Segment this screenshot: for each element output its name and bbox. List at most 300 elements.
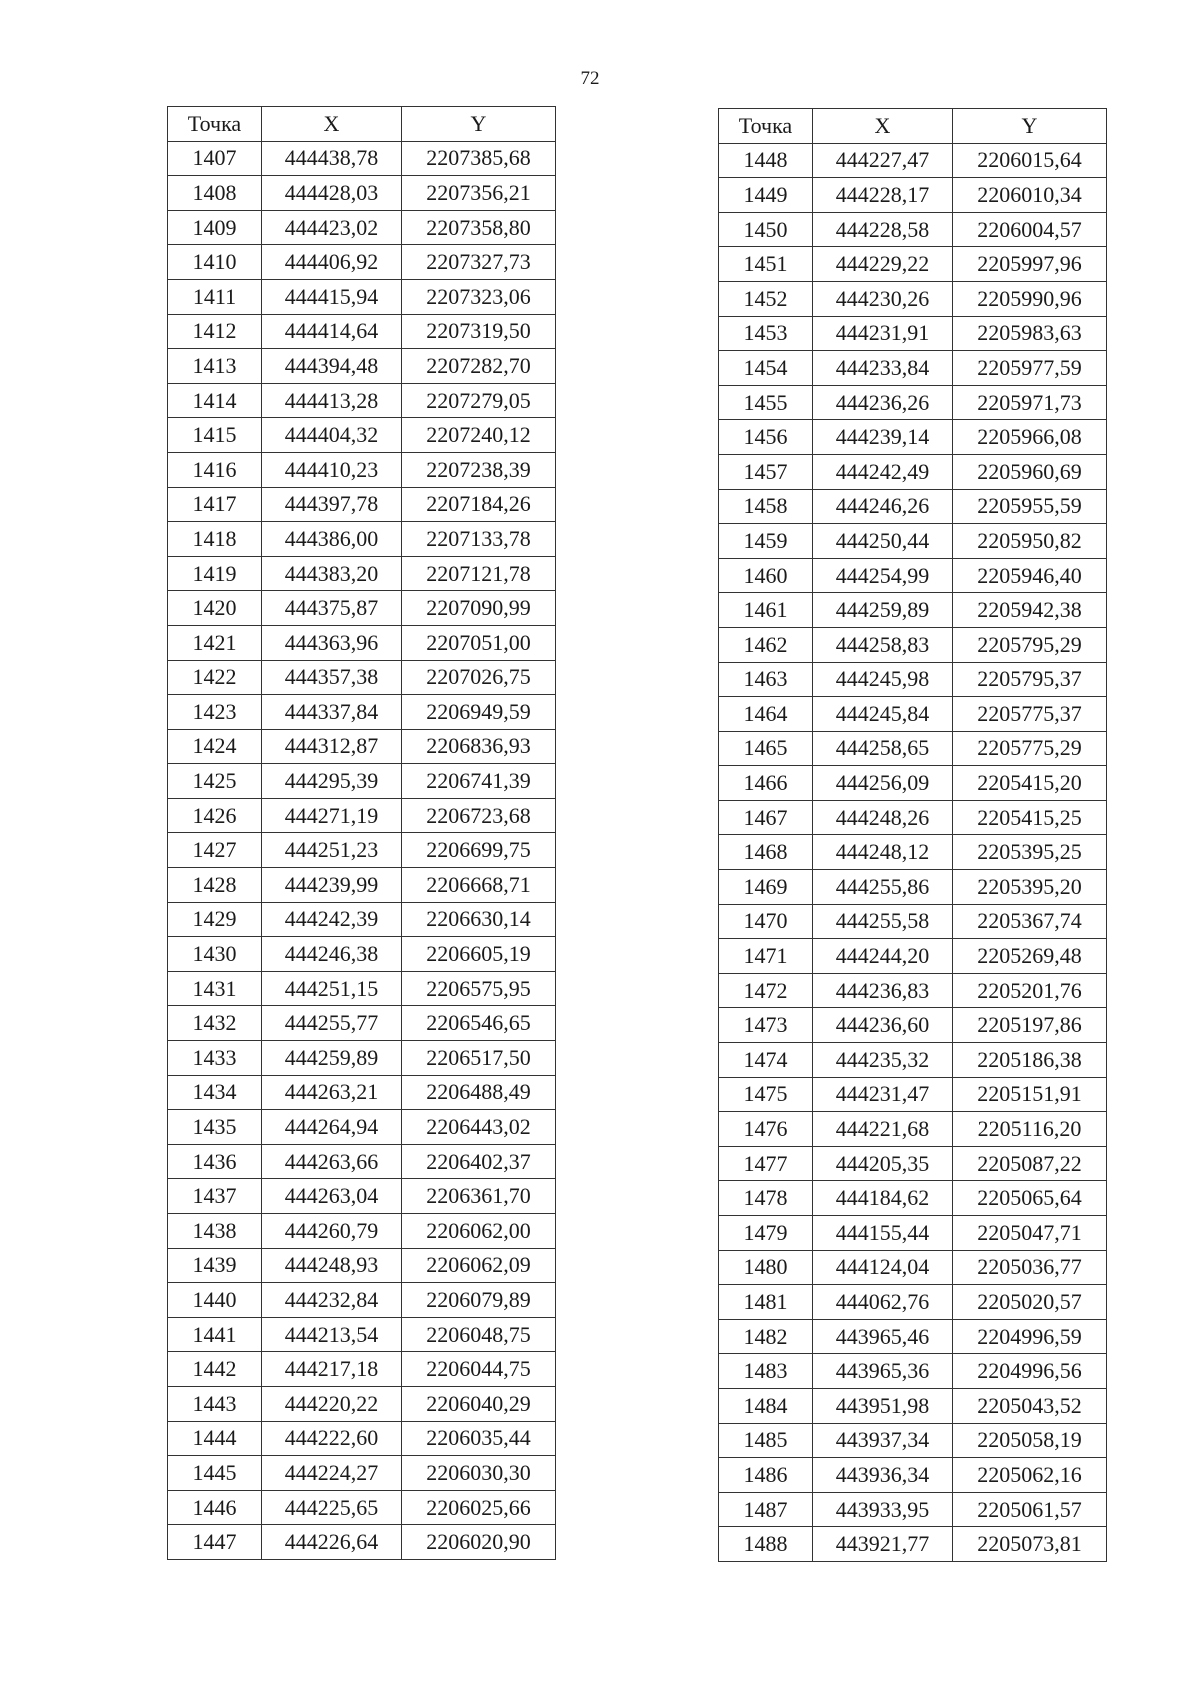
x-coordinate-cell: 444256,09 bbox=[813, 766, 953, 801]
table-row bbox=[168, 279, 556, 314]
x-coordinate-cell: 444423,02 bbox=[262, 210, 402, 245]
x-coordinate-cell: 444295,39 bbox=[262, 764, 402, 799]
y-coordinate-cell: 2205997,96 bbox=[953, 247, 1107, 282]
y-coordinate-cell: 2207356,21 bbox=[402, 176, 556, 211]
table-row bbox=[168, 210, 556, 245]
table-row bbox=[168, 729, 556, 764]
x-coordinate-cell: 444233,84 bbox=[813, 351, 953, 386]
y-coordinate-cell: 2205020,57 bbox=[953, 1285, 1107, 1320]
y-coordinate-cell: 2205058,19 bbox=[953, 1423, 1107, 1458]
point-number-cell: 1414 bbox=[168, 383, 262, 418]
table-row bbox=[719, 524, 1107, 559]
x-coordinate-cell: 444231,47 bbox=[813, 1077, 953, 1112]
y-coordinate-cell: 2205950,82 bbox=[953, 524, 1107, 559]
point-number-cell: 1409 bbox=[168, 210, 262, 245]
y-coordinate-cell: 2205966,08 bbox=[953, 420, 1107, 455]
point-number-cell: 1431 bbox=[168, 971, 262, 1006]
y-coordinate-cell: 2207279,05 bbox=[402, 383, 556, 418]
y-coordinate-cell: 2206488,49 bbox=[402, 1075, 556, 1110]
point-number-cell: 1447 bbox=[168, 1525, 262, 1560]
x-coordinate-cell: 444258,65 bbox=[813, 731, 953, 766]
point-number-cell: 1450 bbox=[719, 212, 813, 247]
x-coordinate-cell: 444263,04 bbox=[262, 1179, 402, 1214]
table-row bbox=[168, 1490, 556, 1525]
y-coordinate-cell: 2206668,71 bbox=[402, 868, 556, 903]
x-coordinate-cell: 444413,28 bbox=[262, 383, 402, 418]
y-coordinate-cell: 2206020,90 bbox=[402, 1525, 556, 1560]
y-coordinate-cell: 2205795,37 bbox=[953, 662, 1107, 697]
point-number-cell: 1453 bbox=[719, 316, 813, 351]
table-row bbox=[168, 1110, 556, 1145]
x-coordinate-cell: 443933,95 bbox=[813, 1492, 953, 1527]
x-coordinate-cell: 444242,49 bbox=[813, 454, 953, 489]
y-coordinate-cell: 2206741,39 bbox=[402, 764, 556, 799]
table-row bbox=[719, 627, 1107, 662]
table-row bbox=[719, 558, 1107, 593]
table-row bbox=[719, 1285, 1107, 1320]
point-number-cell: 1434 bbox=[168, 1075, 262, 1110]
point-number-cell: 1426 bbox=[168, 798, 262, 833]
point-number-cell: 1456 bbox=[719, 420, 813, 455]
table-row bbox=[168, 383, 556, 418]
point-number-cell: 1442 bbox=[168, 1352, 262, 1387]
coordinates-table-right bbox=[718, 108, 1107, 1562]
x-coordinate-cell: 443936,34 bbox=[813, 1458, 953, 1493]
table-row bbox=[719, 489, 1107, 524]
x-coordinate-cell: 444222,60 bbox=[262, 1421, 402, 1456]
x-coordinate-cell: 444438,78 bbox=[262, 141, 402, 176]
x-coordinate-cell: 444375,87 bbox=[262, 591, 402, 626]
table-row bbox=[719, 1388, 1107, 1423]
table-row bbox=[168, 1283, 556, 1318]
y-coordinate-cell: 2206025,66 bbox=[402, 1490, 556, 1525]
y-coordinate-cell: 2205415,25 bbox=[953, 800, 1107, 835]
point-number-cell: 1413 bbox=[168, 349, 262, 384]
table-row bbox=[719, 904, 1107, 939]
y-coordinate-cell: 2205269,48 bbox=[953, 939, 1107, 974]
y-coordinate-cell: 2205775,37 bbox=[953, 697, 1107, 732]
table-row bbox=[168, 1248, 556, 1283]
point-number-cell: 1486 bbox=[719, 1458, 813, 1493]
point-number-cell: 1445 bbox=[168, 1456, 262, 1491]
x-coordinate-cell: 444406,92 bbox=[262, 245, 402, 280]
table-row bbox=[719, 835, 1107, 870]
table-row bbox=[719, 939, 1107, 974]
table-row bbox=[719, 351, 1107, 386]
y-coordinate-cell: 2207282,70 bbox=[402, 349, 556, 384]
y-coordinate-cell: 2205983,63 bbox=[953, 316, 1107, 351]
x-coordinate-cell: 444225,65 bbox=[262, 1490, 402, 1525]
point-number-cell: 1457 bbox=[719, 454, 813, 489]
x-coordinate-cell: 444260,79 bbox=[262, 1214, 402, 1249]
table-row bbox=[168, 1317, 556, 1352]
x-coordinate-cell: 444246,26 bbox=[813, 489, 953, 524]
point-number-cell: 1429 bbox=[168, 902, 262, 937]
table-row bbox=[168, 1386, 556, 1421]
point-number-cell: 1407 bbox=[168, 141, 262, 176]
table-row bbox=[168, 418, 556, 453]
x-coordinate-cell: 444357,38 bbox=[262, 660, 402, 695]
y-coordinate-cell: 2205201,76 bbox=[953, 973, 1107, 1008]
x-coordinate-cell: 444242,39 bbox=[262, 902, 402, 937]
table-row bbox=[168, 1006, 556, 1041]
point-number-cell: 1476 bbox=[719, 1112, 813, 1147]
y-coordinate-cell: 2206723,68 bbox=[402, 798, 556, 833]
table-row bbox=[168, 660, 556, 695]
x-coordinate-cell: 444124,04 bbox=[813, 1250, 953, 1285]
table-row bbox=[168, 937, 556, 972]
y-coordinate-cell: 2205367,74 bbox=[953, 904, 1107, 939]
table-row bbox=[168, 1179, 556, 1214]
x-coordinate-cell: 444229,22 bbox=[813, 247, 953, 282]
table-row bbox=[719, 143, 1107, 178]
x-coordinate-cell: 444397,78 bbox=[262, 487, 402, 522]
point-number-cell: 1472 bbox=[719, 973, 813, 1008]
point-number-cell: 1485 bbox=[719, 1423, 813, 1458]
table-row bbox=[168, 349, 556, 384]
table-row bbox=[168, 1421, 556, 1456]
point-number-cell: 1439 bbox=[168, 1248, 262, 1283]
point-number-cell: 1417 bbox=[168, 487, 262, 522]
x-coordinate-cell: 444414,64 bbox=[262, 314, 402, 349]
table-row bbox=[719, 212, 1107, 247]
x-coordinate-cell: 444255,77 bbox=[262, 1006, 402, 1041]
x-coordinate-cell: 443921,77 bbox=[813, 1527, 953, 1562]
x-coordinate-cell: 443965,36 bbox=[813, 1354, 953, 1389]
x-coordinate-cell: 444337,84 bbox=[262, 695, 402, 730]
point-number-cell: 1488 bbox=[719, 1527, 813, 1562]
table-row bbox=[719, 766, 1107, 801]
table-row bbox=[168, 141, 556, 176]
x-coordinate-cell: 444231,91 bbox=[813, 316, 953, 351]
y-coordinate-cell: 2206004,57 bbox=[953, 212, 1107, 247]
x-coordinate-cell: 444363,96 bbox=[262, 625, 402, 660]
y-coordinate-cell: 2206048,75 bbox=[402, 1317, 556, 1352]
table-row bbox=[168, 522, 556, 557]
x-coordinate-cell: 444255,86 bbox=[813, 870, 953, 905]
y-coordinate-cell: 2207121,78 bbox=[402, 556, 556, 591]
table-header-row bbox=[168, 107, 556, 142]
point-number-cell: 1451 bbox=[719, 247, 813, 282]
table-row bbox=[168, 1075, 556, 1110]
x-coordinate-cell: 444248,93 bbox=[262, 1248, 402, 1283]
table-row bbox=[719, 454, 1107, 489]
y-coordinate-cell: 2205073,81 bbox=[953, 1527, 1107, 1562]
x-coordinate-cell: 444217,18 bbox=[262, 1352, 402, 1387]
table-row bbox=[168, 245, 556, 280]
y-coordinate-cell: 2206040,29 bbox=[402, 1386, 556, 1421]
point-number-cell: 1419 bbox=[168, 556, 262, 591]
x-coordinate-cell: 444251,23 bbox=[262, 833, 402, 868]
point-number-cell: 1481 bbox=[719, 1285, 813, 1320]
x-coordinate-cell: 444383,20 bbox=[262, 556, 402, 591]
x-coordinate-cell: 444258,83 bbox=[813, 627, 953, 662]
x-coordinate-cell: 444246,38 bbox=[262, 937, 402, 972]
table-row bbox=[168, 1214, 556, 1249]
x-coordinate-cell: 443951,98 bbox=[813, 1388, 953, 1423]
point-number-cell: 1443 bbox=[168, 1386, 262, 1421]
y-coordinate-cell: 2205395,25 bbox=[953, 835, 1107, 870]
table-row bbox=[168, 1352, 556, 1387]
x-coordinate-cell: 444410,23 bbox=[262, 452, 402, 487]
x-coordinate-cell: 443937,34 bbox=[813, 1423, 953, 1458]
x-coordinate-cell: 444236,26 bbox=[813, 385, 953, 420]
point-number-cell: 1424 bbox=[168, 729, 262, 764]
x-coordinate-cell: 444394,48 bbox=[262, 349, 402, 384]
point-number-cell: 1459 bbox=[719, 524, 813, 559]
x-coordinate-cell: 444271,19 bbox=[262, 798, 402, 833]
point-number-cell: 1437 bbox=[168, 1179, 262, 1214]
y-coordinate-cell: 2206010,34 bbox=[953, 178, 1107, 213]
point-number-cell: 1432 bbox=[168, 1006, 262, 1041]
y-coordinate-cell: 2205942,38 bbox=[953, 593, 1107, 628]
y-coordinate-cell: 2207319,50 bbox=[402, 314, 556, 349]
y-coordinate-cell: 2205047,71 bbox=[953, 1216, 1107, 1251]
table-row bbox=[168, 314, 556, 349]
x-coordinate-cell: 443965,46 bbox=[813, 1319, 953, 1354]
table-row bbox=[719, 1250, 1107, 1285]
y-coordinate-cell: 2205395,20 bbox=[953, 870, 1107, 905]
y-coordinate-cell: 2207327,73 bbox=[402, 245, 556, 280]
y-coordinate-cell: 2206015,64 bbox=[953, 143, 1107, 178]
y-coordinate-cell: 2205043,52 bbox=[953, 1388, 1107, 1423]
x-coordinate-cell: 444404,32 bbox=[262, 418, 402, 453]
table-row bbox=[719, 1216, 1107, 1251]
table-row bbox=[719, 1112, 1107, 1147]
y-coordinate-cell: 2205116,20 bbox=[953, 1112, 1107, 1147]
y-coordinate-cell: 2206062,00 bbox=[402, 1214, 556, 1249]
y-coordinate-cell: 2205061,57 bbox=[953, 1492, 1107, 1527]
table-row bbox=[168, 1144, 556, 1179]
table-row bbox=[719, 1181, 1107, 1216]
point-number-cell: 1464 bbox=[719, 697, 813, 732]
x-coordinate-cell: 444415,94 bbox=[262, 279, 402, 314]
point-number-cell: 1480 bbox=[719, 1250, 813, 1285]
point-number-cell: 1466 bbox=[719, 766, 813, 801]
table-row bbox=[168, 902, 556, 937]
point-number-cell: 1420 bbox=[168, 591, 262, 626]
y-coordinate-cell: 2205036,77 bbox=[953, 1250, 1107, 1285]
table-header-row bbox=[719, 109, 1107, 144]
y-coordinate-cell: 2205065,64 bbox=[953, 1181, 1107, 1216]
y-coordinate-cell: 2204996,59 bbox=[953, 1319, 1107, 1354]
point-number-cell: 1461 bbox=[719, 593, 813, 628]
column-header-x: X bbox=[813, 109, 953, 144]
point-number-cell: 1460 bbox=[719, 558, 813, 593]
x-coordinate-cell: 444245,98 bbox=[813, 662, 953, 697]
y-coordinate-cell: 2207133,78 bbox=[402, 522, 556, 557]
x-coordinate-cell: 444259,89 bbox=[262, 1041, 402, 1076]
x-coordinate-cell: 444264,94 bbox=[262, 1110, 402, 1145]
table-row bbox=[168, 176, 556, 211]
table-row bbox=[719, 247, 1107, 282]
x-coordinate-cell: 444254,99 bbox=[813, 558, 953, 593]
page-number: 72 bbox=[580, 68, 600, 89]
table-row bbox=[168, 764, 556, 799]
point-number-cell: 1478 bbox=[719, 1181, 813, 1216]
point-number-cell: 1449 bbox=[719, 178, 813, 213]
x-coordinate-cell: 444245,84 bbox=[813, 697, 953, 732]
point-number-cell: 1433 bbox=[168, 1041, 262, 1076]
x-coordinate-cell: 444236,83 bbox=[813, 973, 953, 1008]
x-coordinate-cell: 444226,64 bbox=[262, 1525, 402, 1560]
y-coordinate-cell: 2205186,38 bbox=[953, 1043, 1107, 1078]
y-coordinate-cell: 2206035,44 bbox=[402, 1421, 556, 1456]
table-row bbox=[719, 1043, 1107, 1078]
y-coordinate-cell: 2207090,99 bbox=[402, 591, 556, 626]
x-coordinate-cell: 444155,44 bbox=[813, 1216, 953, 1251]
x-coordinate-cell: 444239,99 bbox=[262, 868, 402, 903]
x-coordinate-cell: 444232,84 bbox=[262, 1283, 402, 1318]
point-number-cell: 1471 bbox=[719, 939, 813, 974]
x-coordinate-cell: 444221,68 bbox=[813, 1112, 953, 1147]
point-number-cell: 1425 bbox=[168, 764, 262, 799]
y-coordinate-cell: 2205946,40 bbox=[953, 558, 1107, 593]
y-coordinate-cell: 2206605,19 bbox=[402, 937, 556, 972]
x-coordinate-cell: 444236,60 bbox=[813, 1008, 953, 1043]
y-coordinate-cell: 2204996,56 bbox=[953, 1354, 1107, 1389]
y-coordinate-cell: 2205775,29 bbox=[953, 731, 1107, 766]
y-coordinate-cell: 2205415,20 bbox=[953, 766, 1107, 801]
table-row bbox=[168, 556, 556, 591]
table-row bbox=[719, 1146, 1107, 1181]
table-row bbox=[168, 1041, 556, 1076]
point-number-cell: 1444 bbox=[168, 1421, 262, 1456]
point-number-cell: 1479 bbox=[719, 1216, 813, 1251]
point-number-cell: 1484 bbox=[719, 1388, 813, 1423]
y-coordinate-cell: 2205087,22 bbox=[953, 1146, 1107, 1181]
table-row bbox=[168, 971, 556, 1006]
x-coordinate-cell: 444230,26 bbox=[813, 281, 953, 316]
point-number-cell: 1436 bbox=[168, 1144, 262, 1179]
table-row bbox=[719, 800, 1107, 835]
y-coordinate-cell: 2206030,30 bbox=[402, 1456, 556, 1491]
x-coordinate-cell: 444244,20 bbox=[813, 939, 953, 974]
point-number-cell: 1438 bbox=[168, 1214, 262, 1249]
y-coordinate-cell: 2207184,26 bbox=[402, 487, 556, 522]
point-number-cell: 1483 bbox=[719, 1354, 813, 1389]
y-coordinate-cell: 2206443,02 bbox=[402, 1110, 556, 1145]
table-row bbox=[719, 1423, 1107, 1458]
y-coordinate-cell: 2206699,75 bbox=[402, 833, 556, 868]
y-coordinate-cell: 2206630,14 bbox=[402, 902, 556, 937]
point-number-cell: 1448 bbox=[719, 143, 813, 178]
point-number-cell: 1455 bbox=[719, 385, 813, 420]
point-number-cell: 1462 bbox=[719, 627, 813, 662]
table-row bbox=[168, 798, 556, 833]
column-header-point: Точка bbox=[719, 109, 813, 144]
point-number-cell: 1428 bbox=[168, 868, 262, 903]
x-coordinate-cell: 444428,03 bbox=[262, 176, 402, 211]
table-row bbox=[719, 1319, 1107, 1354]
point-number-cell: 1446 bbox=[168, 1490, 262, 1525]
y-coordinate-cell: 2207385,68 bbox=[402, 141, 556, 176]
x-coordinate-cell: 444250,44 bbox=[813, 524, 953, 559]
x-coordinate-cell: 444239,14 bbox=[813, 420, 953, 455]
table-row bbox=[719, 1008, 1107, 1043]
point-number-cell: 1421 bbox=[168, 625, 262, 660]
x-coordinate-cell: 444263,21 bbox=[262, 1075, 402, 1110]
point-number-cell: 1477 bbox=[719, 1146, 813, 1181]
table-row bbox=[719, 1077, 1107, 1112]
column-header-x: X bbox=[262, 107, 402, 142]
point-number-cell: 1422 bbox=[168, 660, 262, 695]
x-coordinate-cell: 444213,54 bbox=[262, 1317, 402, 1352]
y-coordinate-cell: 2206361,70 bbox=[402, 1179, 556, 1214]
y-coordinate-cell: 2206062,09 bbox=[402, 1248, 556, 1283]
point-number-cell: 1468 bbox=[719, 835, 813, 870]
point-number-cell: 1418 bbox=[168, 522, 262, 557]
point-number-cell: 1473 bbox=[719, 1008, 813, 1043]
point-number-cell: 1411 bbox=[168, 279, 262, 314]
table-row bbox=[168, 452, 556, 487]
y-coordinate-cell: 2206517,50 bbox=[402, 1041, 556, 1076]
table-row bbox=[168, 1456, 556, 1491]
table-row bbox=[719, 662, 1107, 697]
y-coordinate-cell: 2205960,69 bbox=[953, 454, 1107, 489]
table-row bbox=[168, 695, 556, 730]
column-header-y: Y bbox=[402, 107, 556, 142]
x-coordinate-cell: 444386,00 bbox=[262, 522, 402, 557]
table-row bbox=[719, 281, 1107, 316]
table-row bbox=[168, 591, 556, 626]
table-row bbox=[719, 973, 1107, 1008]
point-number-cell: 1463 bbox=[719, 662, 813, 697]
y-coordinate-cell: 2205971,73 bbox=[953, 385, 1107, 420]
y-coordinate-cell: 2205151,91 bbox=[953, 1077, 1107, 1112]
table-row bbox=[719, 316, 1107, 351]
column-header-y: Y bbox=[953, 109, 1107, 144]
x-coordinate-cell: 444248,12 bbox=[813, 835, 953, 870]
y-coordinate-cell: 2205062,16 bbox=[953, 1458, 1107, 1493]
y-coordinate-cell: 2205955,59 bbox=[953, 489, 1107, 524]
point-number-cell: 1458 bbox=[719, 489, 813, 524]
y-coordinate-cell: 2206044,75 bbox=[402, 1352, 556, 1387]
point-number-cell: 1416 bbox=[168, 452, 262, 487]
x-coordinate-cell: 444248,26 bbox=[813, 800, 953, 835]
x-coordinate-cell: 444312,87 bbox=[262, 729, 402, 764]
point-number-cell: 1427 bbox=[168, 833, 262, 868]
point-number-cell: 1475 bbox=[719, 1077, 813, 1112]
table-row bbox=[168, 625, 556, 660]
point-number-cell: 1435 bbox=[168, 1110, 262, 1145]
column-header-point: Точка bbox=[168, 107, 262, 142]
point-number-cell: 1441 bbox=[168, 1317, 262, 1352]
point-number-cell: 1412 bbox=[168, 314, 262, 349]
y-coordinate-cell: 2205795,29 bbox=[953, 627, 1107, 662]
y-coordinate-cell: 2207026,75 bbox=[402, 660, 556, 695]
y-coordinate-cell: 2207323,06 bbox=[402, 279, 556, 314]
x-coordinate-cell: 444259,89 bbox=[813, 593, 953, 628]
y-coordinate-cell: 2207238,39 bbox=[402, 452, 556, 487]
point-number-cell: 1474 bbox=[719, 1043, 813, 1078]
y-coordinate-cell: 2206836,93 bbox=[402, 729, 556, 764]
y-coordinate-cell: 2206575,95 bbox=[402, 971, 556, 1006]
y-coordinate-cell: 2207240,12 bbox=[402, 418, 556, 453]
point-number-cell: 1469 bbox=[719, 870, 813, 905]
y-coordinate-cell: 2206079,89 bbox=[402, 1283, 556, 1318]
table-row bbox=[719, 731, 1107, 766]
table-row bbox=[719, 178, 1107, 213]
x-coordinate-cell: 444251,15 bbox=[262, 971, 402, 1006]
x-coordinate-cell: 444062,76 bbox=[813, 1285, 953, 1320]
table-row bbox=[719, 593, 1107, 628]
point-number-cell: 1423 bbox=[168, 695, 262, 730]
point-number-cell: 1467 bbox=[719, 800, 813, 835]
point-number-cell: 1410 bbox=[168, 245, 262, 280]
x-coordinate-cell: 444263,66 bbox=[262, 1144, 402, 1179]
point-number-cell: 1470 bbox=[719, 904, 813, 939]
